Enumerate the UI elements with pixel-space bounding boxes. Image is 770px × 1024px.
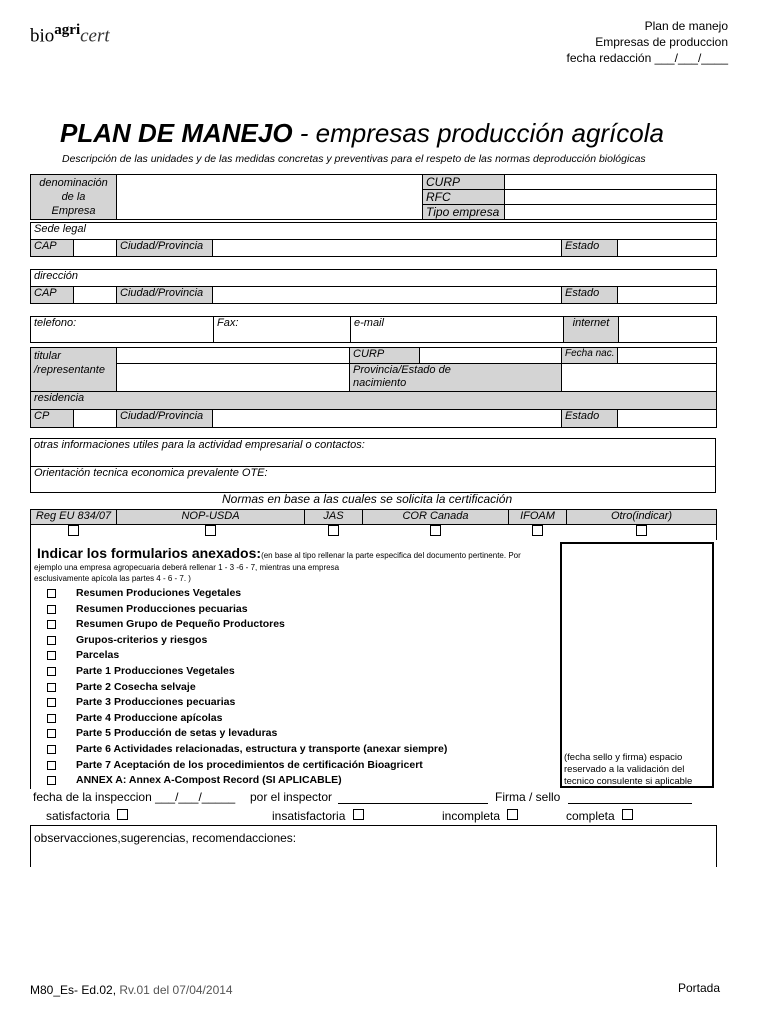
titular-label: titular /representante — [31, 348, 117, 392]
internet-label: internet — [564, 317, 619, 343]
email-field[interactable]: e-mail — [351, 317, 564, 343]
estado-field[interactable] — [618, 240, 717, 257]
anexo-checkbox-12[interactable] — [47, 776, 56, 785]
anexo-checkbox-9[interactable] — [47, 729, 56, 738]
internet-field[interactable] — [619, 317, 717, 343]
firma-line[interactable] — [568, 803, 692, 804]
norma-jas-checkbox[interactable] — [328, 525, 339, 536]
cap2-label: CAP — [31, 287, 74, 304]
title-main: PLAN DE MANEJO — [60, 118, 293, 148]
cp-field[interactable] — [74, 410, 117, 428]
page-subtitle: Descripción de las unidades y de las medidas concretas y preventivas para el respeto de las normas deproducción biológicas — [62, 153, 646, 165]
sede-table — [30, 222, 717, 257]
anexo-checkbox-2[interactable] — [47, 620, 56, 629]
por-inspector-label: por el inspector — [250, 790, 333, 804]
norma-cor-canada: COR Canada — [363, 510, 509, 525]
satisfactoria-checkbox[interactable] — [117, 809, 128, 820]
ciudad2-field[interactable] — [213, 287, 562, 304]
telefono-field[interactable]: telefono: — [31, 317, 214, 343]
logo-part1: bio — [30, 25, 55, 47]
normas-table — [30, 509, 717, 540]
titular-field-2[interactable] — [117, 364, 350, 392]
norma-ifoam-checkbox[interactable] — [532, 525, 543, 536]
orientacion-field[interactable]: Orientación tecnica economica prevalente OTE: — [31, 467, 716, 493]
sello-line3: tecnico consulente si aplicable — [564, 776, 693, 787]
direccion-table — [30, 269, 717, 304]
page-title — [60, 118, 664, 149]
anexo-label-1: Resumen Producciones pecuarias — [76, 602, 248, 615]
observaciones-label: observacciones,sugerencias, recomendacciones: — [34, 831, 297, 845]
anexo-label-6: Parte 2 Cosecha selvaje — [76, 680, 196, 693]
anexo-checkbox-0[interactable] — [47, 589, 56, 598]
anexo-checkbox-4[interactable] — [47, 651, 56, 660]
otras-table — [30, 438, 716, 493]
anexo-checkbox-7[interactable] — [47, 698, 56, 707]
anexo-label-2: Resumen Grupo de Pequeño Productores — [76, 618, 285, 631]
logo-part2: agri — [54, 22, 81, 38]
title-rest: - empresas producción agrícola — [292, 118, 664, 148]
anexo-checkbox-11[interactable] — [47, 761, 56, 770]
header-line3: fecha redacción ___/___/____ — [566, 51, 728, 65]
denominacion-label: denominación de la Empresa — [31, 175, 117, 220]
anexos-note3: esclusivamente apícola las partes 4 - 6 - 7. ) — [34, 574, 191, 583]
rfc-label: RFC — [423, 190, 505, 205]
anexo-label-9: Parte 5 Producción de setas y levaduras — [76, 727, 278, 740]
denominacion-field[interactable] — [117, 175, 423, 220]
insatisfactoria-option — [272, 809, 364, 823]
insatisfactoria-label: insatisfactoria — [272, 809, 346, 823]
cap-field[interactable] — [74, 240, 117, 257]
titular-curp-label: CURP — [350, 348, 420, 364]
anexo-label-4: Parcelas — [76, 649, 120, 662]
anexos-heading — [37, 545, 521, 561]
fecha-inspeccion-label: fecha de la inspeccion ___/___/_____ — [33, 790, 236, 804]
anexos-heading-text: Indicar los formularios anexados: — [37, 545, 262, 561]
titular-estado-label: Estado — [562, 410, 618, 428]
anexo-label-0: Resumen Produciones Vegetales — [76, 587, 242, 599]
provincia-field[interactable] — [562, 364, 717, 392]
sello-line2: reservado a la validación del — [564, 764, 685, 775]
anexo-checkbox-1[interactable] — [47, 605, 56, 614]
norma-otro-checkbox[interactable] — [636, 525, 647, 536]
residencia-label: residencia — [31, 392, 717, 410]
header-line1: Plan de manejo — [644, 19, 728, 33]
titular-ciudad-field[interactable] — [213, 410, 562, 428]
estado-label: Estado — [562, 240, 618, 257]
inspector-line[interactable] — [338, 803, 488, 804]
incompleta-checkbox[interactable] — [507, 809, 518, 820]
bioagricert-logo — [30, 22, 110, 47]
norma-reg-eu: Reg EU 834/07 — [31, 510, 117, 525]
otras-field[interactable]: otras informaciones utiles para la actividad empresarial o contactos: — [31, 439, 716, 467]
document-header — [567, 18, 728, 66]
firma-label: Firma / sello — [495, 790, 561, 804]
norma-otro: Otro(indicar) — [567, 510, 717, 525]
curp-label: CURP — [423, 175, 505, 190]
anexo-label-7: Parte 3 Producciones pecuarias — [76, 696, 236, 709]
anexo-checkbox-5[interactable] — [47, 667, 56, 676]
titular-estado-field[interactable] — [618, 410, 717, 428]
cap-label: CAP — [31, 240, 74, 257]
norma-reg-eu-checkbox[interactable] — [68, 525, 79, 536]
incompleta-option — [442, 809, 518, 823]
anexo-label-11: Parte 7 Aceptación de los procedimientos de certificación Bioagricert — [76, 758, 423, 771]
rfc-field[interactable] — [505, 190, 717, 205]
tipo-empresa-label: Tipo empresa — [423, 205, 505, 220]
anexo-checkbox-6[interactable] — [47, 683, 56, 692]
titular-curp-field[interactable] — [420, 348, 562, 364]
contact-table — [30, 316, 717, 343]
anexo-checkbox-3[interactable] — [47, 636, 56, 645]
satisfactoria-option — [46, 809, 128, 823]
curp-field[interactable] — [505, 175, 717, 190]
anexo-label-10: Parte 6 Actividades relacionadas, estructura y transporte (anexar siempre) — [76, 743, 448, 755]
anexo-label-3: Grupos-criterios y riesgos — [76, 633, 208, 646]
norma-ifoam: IFOAM — [509, 510, 567, 525]
cap2-field[interactable] — [74, 287, 117, 304]
tipo-empresa-field[interactable] — [505, 205, 717, 220]
fecha-nac-label: Fecha nac. — [562, 348, 618, 364]
fecha-nac-field[interactable] — [618, 348, 717, 364]
anexo-checkbox-8[interactable] — [47, 714, 56, 723]
anexo-label-8: Parte 4 Produccione apícolas — [76, 711, 223, 724]
sede-legal-label: Sede legal — [31, 223, 717, 240]
sello-text — [564, 752, 692, 788]
norma-jas: JAS — [305, 510, 363, 525]
norma-cor-canada-checkbox[interactable] — [430, 525, 441, 536]
insatisfactoria-checkbox[interactable] — [353, 809, 364, 820]
anexos-note2: ejemplo una empresa agropecuaria deberá rellenar 1 - 3 -6 - 7, mientras una empresa — [34, 563, 340, 572]
titular-ciudad-label: Ciudad/Provincia — [117, 410, 213, 428]
footer-portada: Portada — [678, 981, 721, 995]
ciudad2-label: Ciudad/Provincia — [117, 287, 213, 304]
norma-nop-usda: NOP-USDA — [117, 510, 305, 525]
logo-part3: cert — [80, 25, 110, 47]
sello-line1: (fecha sello y firma) espacio — [564, 752, 683, 763]
incompleta-label: incompleta — [442, 809, 501, 823]
footer-rev: Rv.01 del 07/04/2014 — [119, 983, 233, 997]
titular-table — [30, 347, 717, 428]
anexos-left-border — [30, 539, 31, 789]
footer-code — [30, 983, 233, 997]
satisfactoria-label: satisfactoria — [46, 809, 111, 823]
estado2-label: Estado — [562, 287, 618, 304]
provincia-label: Provincia/Estado de nacimiento — [350, 364, 562, 392]
header-line2: Empresas de produccion — [595, 35, 728, 49]
footer-code-text: M80_Es- Ed.02, — [30, 983, 120, 997]
anexo-label-12: ANNEX A: Annex A-Compost Record (SI APLICABLE) — [76, 774, 342, 787]
direccion-label: dirección — [31, 270, 717, 287]
cp-label: CP — [31, 410, 74, 428]
ciudad-label: Ciudad/Provincia — [117, 240, 213, 257]
ciudad-field[interactable] — [213, 240, 562, 257]
fax-field[interactable]: Fax: — [214, 317, 351, 343]
company-table — [30, 174, 717, 220]
anexo-checkbox-10[interactable] — [47, 745, 56, 754]
norma-nop-usda-checkbox[interactable] — [205, 525, 216, 536]
estado2-field[interactable] — [618, 287, 717, 304]
titular-field[interactable] — [117, 348, 350, 364]
completa-label: completa — [566, 809, 615, 823]
completa-option — [566, 809, 633, 823]
anexos-note1: (en base al tipo rellenar la parte especifica del documento pertinente. Por — [261, 551, 521, 560]
completa-checkbox[interactable] — [622, 809, 633, 820]
normas-title: Normas en base a las cuales se solicita la certificación — [222, 492, 513, 506]
anexo-label-5: Parte 1 Producciones Vegetales — [76, 665, 235, 677]
